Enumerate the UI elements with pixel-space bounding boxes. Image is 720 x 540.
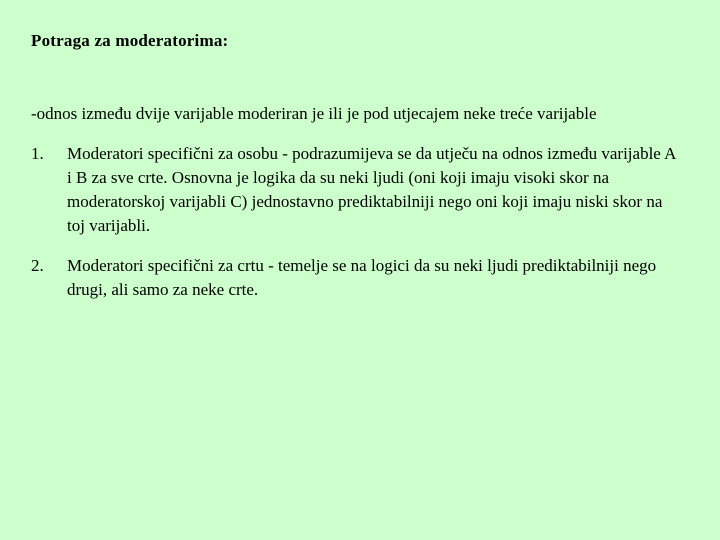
item-number: 2.: [31, 256, 44, 275]
slide-title: Potraga za moderatorima:: [31, 31, 229, 50]
numbered-item-2: [31, 254, 681, 302]
slide-content: [31, 102, 681, 318]
item-text: Moderatori specifični za crtu - temelje se na logici da su neki ljudi prediktabilniji nego drugi, ali samo za neke crte.: [67, 256, 657, 299]
item-number: 1.: [31, 144, 44, 163]
intro-paragraph: -odnos između dvije varijable moderiran je ili je pod utjecajem neke treće varijable: [31, 104, 597, 123]
numbered-item-1: [31, 142, 681, 238]
item-text: Moderatori specifični za osobu - podrazumijeva se da utječu na odnos između varijable A i B za sve crte. Osnovna je logika da su neki ljudi (oni koji imaju visoki skor na moderatorskoj varijabli C) jednostavno prediktabilniji nego oni koji imaju niski skor na toj varijabli.: [67, 144, 676, 235]
